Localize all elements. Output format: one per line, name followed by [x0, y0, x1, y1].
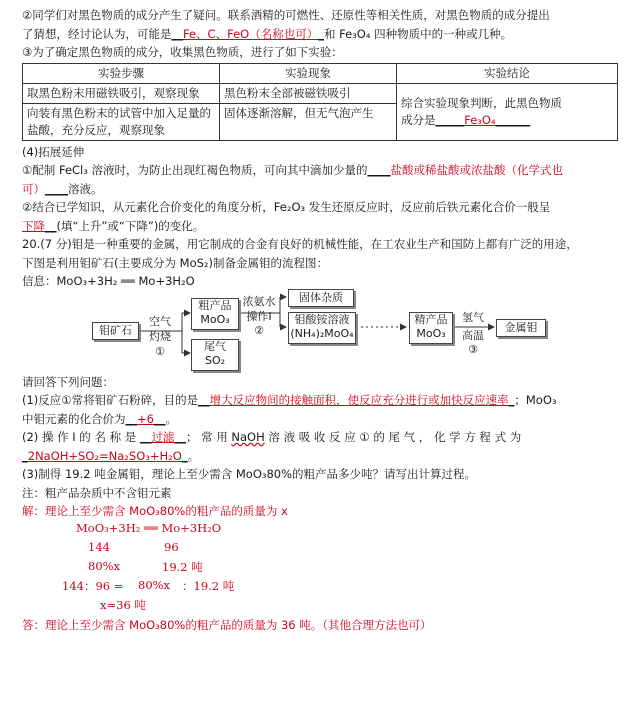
roast-label: 灼烧	[149, 329, 171, 343]
s4-2-line1: ②结合已学知识，从元素化合价变化的角度分析，Fe₂O₃ 发生还原反应时，反应前后铁元素化合价一般呈	[22, 200, 551, 214]
a2-equation-answer: 2NaOH+SO₂=Na₂SO₃+H₂O	[27, 448, 182, 463]
ratio-mid: 80%x	[138, 578, 171, 592]
molar-mass-2: 96	[164, 540, 179, 554]
note-line: 注：粗产品杂质中不含钼元素	[22, 485, 172, 500]
a2-line1: (2) 操 作 Ⅰ 的 名 称 是 __过滤__； 常 用 NaOH 溶 液 吸 收 反 应 ① 的 尾 气 ， 化 学 方 程 式 为	[22, 430, 522, 444]
experiment-table	[22, 63, 618, 141]
a1-line2: 中钼元素的化合价为__+6__。	[22, 411, 177, 426]
solution-result: x=36 吨	[100, 598, 146, 612]
step-2-label: ②	[254, 323, 264, 337]
info-line: 信息：MoO₃+3H₂ ══ Mo+3H₂O	[22, 274, 195, 288]
air-label: 空气	[149, 314, 171, 328]
q2-answer: Fe、C、FeO（名称也可）	[183, 26, 319, 41]
solution-equation: MoO₃+3H₂ ══ Mo+3H₂O	[76, 521, 222, 535]
a2-answer: 过滤	[151, 430, 175, 444]
value-1: 80%x	[88, 559, 121, 573]
fine-product-box: 精产品 MoO₃	[409, 312, 453, 344]
step-1-label: ①	[155, 344, 165, 358]
solution-block	[22, 502, 622, 630]
worksheet-page	[22, 6, 622, 630]
tail-gas-box: 尾气 SO₂	[191, 339, 239, 371]
ask-line: 请回答下列问题：	[22, 374, 114, 389]
ratio-left: 144：96 =	[62, 579, 124, 593]
ammonia-label: 浓氨水	[242, 294, 276, 308]
q20-line1: 20.(7 分)钼是一种重要的金属，用它制成的合金有良好的机械性能，在工农业生产和国防上都有广泛的用途，	[22, 237, 578, 251]
table-cell: 黑色粉末全部被磁铁吸引	[220, 83, 397, 103]
table-header-steps: 实验步骤	[23, 63, 220, 83]
s4-2-answer: 下降	[22, 218, 45, 233]
table-cell: 取黑色粉末用磁铁吸引，观察现象	[23, 83, 220, 103]
table-cell: 向装有黑色粉末的试管中加入足量的盐酸，充分反应，观察现象	[23, 103, 220, 140]
a2-line2: _2NaOH+SO₂=Na₂SO₃+H₂O_。	[22, 448, 200, 463]
solution-box: 钼酸铵溶液 (NH₄)₂MoO₄	[288, 312, 356, 344]
section-4-title: (4)拓展延伸	[22, 144, 85, 159]
impurity-box: 固体杂质	[288, 289, 354, 307]
s4-2-line2: 下降__(填“上升”或“下降”)的变化。	[22, 218, 205, 233]
hydrogen-label: 氢气	[462, 310, 484, 324]
q20-line2: 下图是利用钼矿石(主要成分为 MoS₂)制备金属钼的流程图：	[22, 255, 328, 270]
q2-line1: ②同学们对黑色物质的成分产生了疑问。联系酒精的可燃性、还原性等相关性质，对黑色物质的成分提出	[22, 8, 550, 22]
process-flowchart	[22, 291, 622, 373]
s4-1-answer: 盐酸或稀盐酸或浓盐酸（化学式也	[390, 163, 564, 177]
ratio-right: ：19.2 吨	[182, 579, 235, 593]
table-cell: 固体逐渐溶解，但无气泡产生	[220, 103, 397, 140]
q3-line: ③为了确定黑色物质的成分，收集黑色物质，进行了如下实验：	[22, 45, 343, 59]
value-2: 19.2 吨	[162, 560, 203, 574]
q2-line2: 了猜想，经讨论认为，可能是__Fe、C、FeO（名称也可）_和 Fe₃O₄ 四种物质中的一种或几种。	[22, 26, 513, 41]
ore-box: 钼矿石	[92, 322, 139, 340]
a1-answer: 增大反应物间的接触面积，使反应充分进行或加快反应速率	[209, 393, 509, 407]
operation-1-label: 操作Ⅰ	[246, 309, 272, 323]
a1-line1: (1)反应①常将钼矿石粉碎，目的是__增大反应物间的接触面积，使反应充分进行或加快反应速率_；MoO₃	[22, 393, 557, 407]
conclusion-answer: Fe₃O₄	[464, 112, 496, 127]
a1-answer-valence: +6	[137, 411, 154, 426]
step-3-label: ③	[468, 342, 478, 356]
naoh-term: NaOH	[231, 430, 265, 444]
high-temp-label: 高温	[462, 328, 484, 342]
table-conclusion-cell: 综合实验现象判断，此黑色物质 成分是_____Fe₃O₄______	[397, 83, 618, 140]
s4-1-line1: ①配制 FeCl₃ 溶液时，为防止出现红褐色物质，可向其中滴加少量的____盐酸或稀盐酸或浓盐酸（化学式也	[22, 163, 564, 177]
s4-1-line2: 可）____溶液。	[22, 181, 103, 196]
molar-mass-1: 144	[88, 540, 110, 554]
crude-product-box: 粗产品 MoO₃	[191, 298, 239, 330]
solution-intro: 解：理论上至少需含 MoO₃80%的粗产品的质量为 x	[22, 504, 288, 518]
table-header-conclusion: 实验结论	[397, 63, 618, 83]
metal-box: 金属钼	[496, 319, 546, 337]
solution-answer: 答：理论上至少需含 MoO₃80%的粗产品的质量为 36 吨。（其他合理方法也可）	[22, 618, 432, 632]
table-header-phenomena: 实验现象	[220, 63, 397, 83]
a3-line: (3)制得 19.2 吨金属钼，理论上至少需含 MoO₃80%的粗产品多少吨？请写出计算过程。	[22, 467, 477, 481]
